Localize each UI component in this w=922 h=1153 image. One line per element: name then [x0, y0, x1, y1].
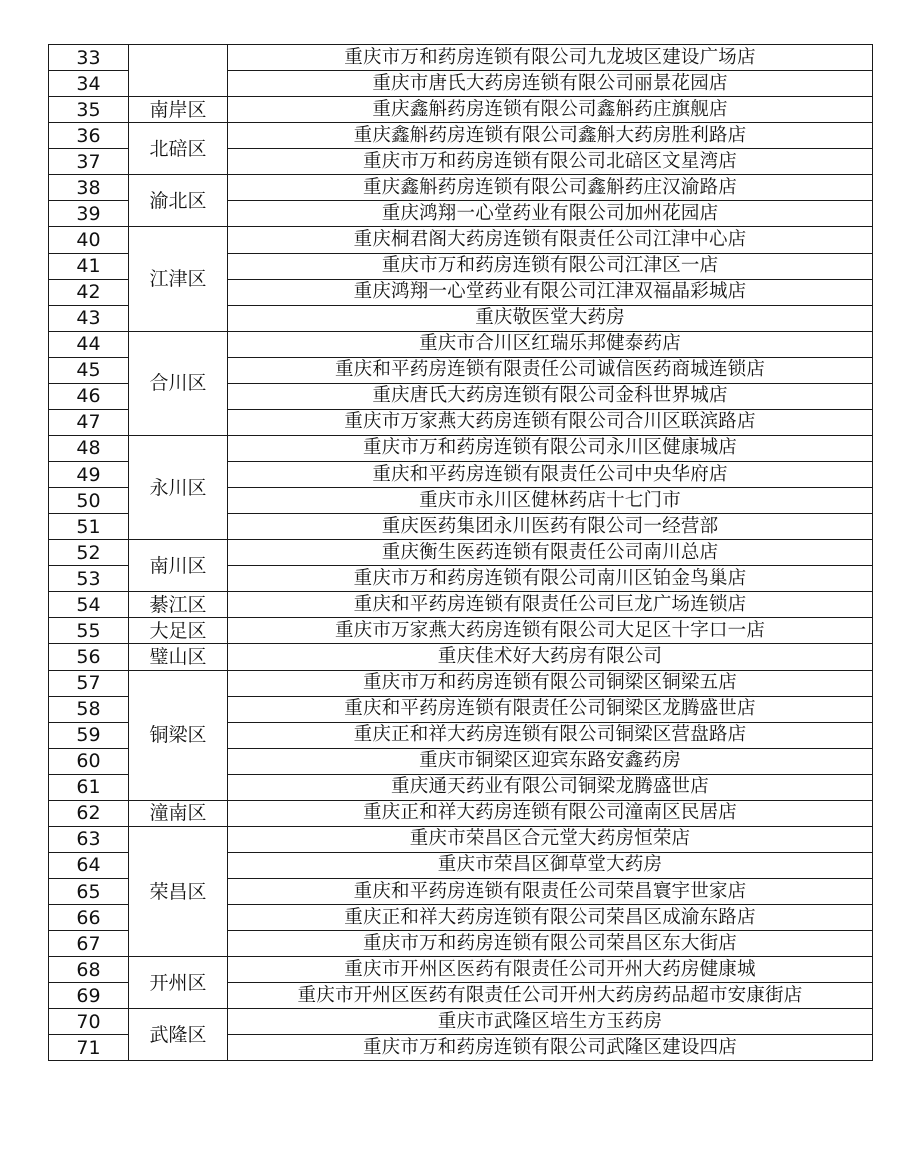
table-row	[49, 800, 873, 826]
pharmacy-name-cell: 重庆鑫斛药房连锁有限公司鑫斛大药房胜利路店	[228, 123, 873, 149]
row-number-cell: 68	[49, 957, 129, 983]
row-number-cell: 58	[49, 696, 129, 722]
table-body	[49, 45, 873, 1061]
row-number-cell: 49	[49, 462, 129, 488]
table-row	[49, 97, 873, 123]
row-number-cell: 65	[49, 879, 129, 905]
row-number-cell: 40	[49, 227, 129, 253]
table-row	[49, 826, 873, 852]
table-row	[49, 45, 873, 71]
pharmacy-name-cell: 重庆医药集团永川医药有限公司一经营部	[228, 514, 873, 540]
table-row	[49, 123, 873, 149]
row-number-cell: 35	[49, 97, 129, 123]
row-number-cell: 44	[49, 331, 129, 357]
row-number-cell: 36	[49, 123, 129, 149]
pharmacy-name-cell: 重庆衡生医药连锁有限责任公司南川总店	[228, 540, 873, 566]
pharmacy-name-cell: 重庆市万家燕大药房连锁有限公司大足区十字口一店	[228, 618, 873, 644]
district-cell: 铜梁区	[129, 670, 228, 800]
table-row	[49, 227, 873, 253]
district-cell: 渝北区	[129, 175, 228, 227]
pharmacy-name-cell: 重庆市开州区医药有限责任公司开州大药房健康城	[228, 957, 873, 983]
row-number-cell: 55	[49, 618, 129, 644]
district-cell	[129, 45, 228, 97]
table-row	[49, 670, 873, 696]
row-number-cell: 42	[49, 279, 129, 305]
district-cell: 大足区	[129, 618, 228, 644]
row-number-cell: 51	[49, 514, 129, 540]
row-number-cell: 69	[49, 983, 129, 1009]
pharmacy-name-cell: 重庆桐君阁大药房连锁有限责任公司江津中心店	[228, 227, 873, 253]
district-cell: 江津区	[129, 227, 228, 331]
pharmacy-name-cell: 重庆市万家燕大药房连锁有限公司合川区联滨路店	[228, 409, 873, 435]
pharmacy-name-cell: 重庆和平药房连锁有限责任公司诚信医药商城连锁店	[228, 357, 873, 383]
row-number-cell: 71	[49, 1035, 129, 1061]
row-number-cell: 37	[49, 149, 129, 175]
pharmacy-name-cell: 重庆唐氏大药房连锁有限公司金科世界城店	[228, 383, 873, 409]
row-number-cell: 47	[49, 409, 129, 435]
district-cell: 北碚区	[129, 123, 228, 175]
table-row	[49, 957, 873, 983]
pharmacy-name-cell: 重庆敬医堂大药房	[228, 305, 873, 331]
row-number-cell: 39	[49, 201, 129, 227]
pharmacy-name-cell: 重庆市万和药房连锁有限公司永川区健康城店	[228, 435, 873, 461]
pharmacy-name-cell: 重庆鑫斛药房连锁有限公司鑫斛药庄旗舰店	[228, 97, 873, 123]
row-number-cell: 53	[49, 566, 129, 592]
row-number-cell: 66	[49, 905, 129, 931]
pharmacy-name-cell: 重庆正和祥大药房连锁有限公司荣昌区成渝东路店	[228, 905, 873, 931]
district-cell: 南川区	[129, 540, 228, 592]
row-number-cell: 46	[49, 383, 129, 409]
pharmacy-name-cell: 重庆和平药房连锁有限责任公司荣昌寰宇世家店	[228, 879, 873, 905]
row-number-cell: 33	[49, 45, 129, 71]
pharmacy-name-cell: 重庆市合川区红瑞乐邦健泰药店	[228, 331, 873, 357]
table-row	[49, 175, 873, 201]
table-row	[49, 592, 873, 618]
row-number-cell: 56	[49, 644, 129, 670]
pharmacy-name-cell: 重庆正和祥大药房连锁有限公司铜梁区营盘路店	[228, 722, 873, 748]
pharmacy-name-cell: 重庆市万和药房连锁有限公司江津区一店	[228, 253, 873, 279]
district-cell: 綦江区	[129, 592, 228, 618]
row-number-cell: 62	[49, 800, 129, 826]
district-cell: 开州区	[129, 957, 228, 1009]
pharmacy-name-cell: 重庆正和祥大药房连锁有限公司潼南区民居店	[228, 800, 873, 826]
table-row	[49, 644, 873, 670]
row-number-cell: 54	[49, 592, 129, 618]
row-number-cell: 64	[49, 852, 129, 878]
row-number-cell: 43	[49, 305, 129, 331]
pharmacy-name-cell: 重庆市开州区医药有限责任公司开州大药房药品超市安康街店	[228, 983, 873, 1009]
pharmacy-name-cell: 重庆市万和药房连锁有限公司九龙坡区建设广场店	[228, 45, 873, 71]
row-number-cell: 41	[49, 253, 129, 279]
pharmacy-name-cell: 重庆市万和药房连锁有限公司南川区铂金鸟巢店	[228, 566, 873, 592]
pharmacy-name-cell: 重庆佳术好大药房有限公司	[228, 644, 873, 670]
pharmacy-name-cell: 重庆鑫斛药房连锁有限公司鑫斛药庄汉渝路店	[228, 175, 873, 201]
row-number-cell: 57	[49, 670, 129, 696]
table-row	[49, 1009, 873, 1035]
pharmacy-name-cell: 重庆市荣昌区御草堂大药房	[228, 852, 873, 878]
table-row	[49, 331, 873, 357]
row-number-cell: 52	[49, 540, 129, 566]
table-row	[49, 435, 873, 461]
row-number-cell: 34	[49, 71, 129, 97]
district-cell: 永川区	[129, 435, 228, 539]
pharmacy-name-cell: 重庆和平药房连锁有限责任公司巨龙广场连锁店	[228, 592, 873, 618]
district-cell: 璧山区	[129, 644, 228, 670]
row-number-cell: 61	[49, 774, 129, 800]
district-cell: 潼南区	[129, 800, 228, 826]
pharmacy-name-cell: 重庆市荣昌区合元堂大药房恒荣店	[228, 826, 873, 852]
table-row	[49, 540, 873, 566]
row-number-cell: 45	[49, 357, 129, 383]
row-number-cell: 60	[49, 748, 129, 774]
district-cell: 南岸区	[129, 97, 228, 123]
district-cell: 荣昌区	[129, 826, 228, 956]
pharmacy-name-cell: 重庆市武隆区培生方玉药房	[228, 1009, 873, 1035]
pharmacy-name-cell: 重庆鸿翔一心堂药业有限公司加州花园店	[228, 201, 873, 227]
pharmacy-list-table	[48, 44, 873, 1061]
pharmacy-name-cell: 重庆市万和药房连锁有限公司荣昌区东大街店	[228, 931, 873, 957]
pharmacy-name-cell: 重庆和平药房连锁有限责任公司中央华府店	[228, 462, 873, 488]
pharmacy-name-cell: 重庆市唐氏大药房连锁有限公司丽景花园店	[228, 71, 873, 97]
district-cell: 武隆区	[129, 1009, 228, 1061]
row-number-cell: 67	[49, 931, 129, 957]
row-number-cell: 70	[49, 1009, 129, 1035]
pharmacy-name-cell: 重庆市万和药房连锁有限公司北碚区文星湾店	[228, 149, 873, 175]
pharmacy-name-cell: 重庆市永川区健林药店十七门市	[228, 488, 873, 514]
row-number-cell: 50	[49, 488, 129, 514]
pharmacy-name-cell: 重庆市万和药房连锁有限公司武隆区建设四店	[228, 1035, 873, 1061]
row-number-cell: 38	[49, 175, 129, 201]
pharmacy-name-cell: 重庆通天药业有限公司铜梁龙腾盛世店	[228, 774, 873, 800]
row-number-cell: 48	[49, 435, 129, 461]
district-cell: 合川区	[129, 331, 228, 435]
pharmacy-name-cell: 重庆市铜梁区迎宾东路安鑫药房	[228, 748, 873, 774]
table-row	[49, 618, 873, 644]
row-number-cell: 63	[49, 826, 129, 852]
pharmacy-name-cell: 重庆和平药房连锁有限责任公司铜梁区龙腾盛世店	[228, 696, 873, 722]
pharmacy-name-cell: 重庆市万和药房连锁有限公司铜梁区铜梁五店	[228, 670, 873, 696]
row-number-cell: 59	[49, 722, 129, 748]
pharmacy-name-cell: 重庆鸿翔一心堂药业有限公司江津双福晶彩城店	[228, 279, 873, 305]
